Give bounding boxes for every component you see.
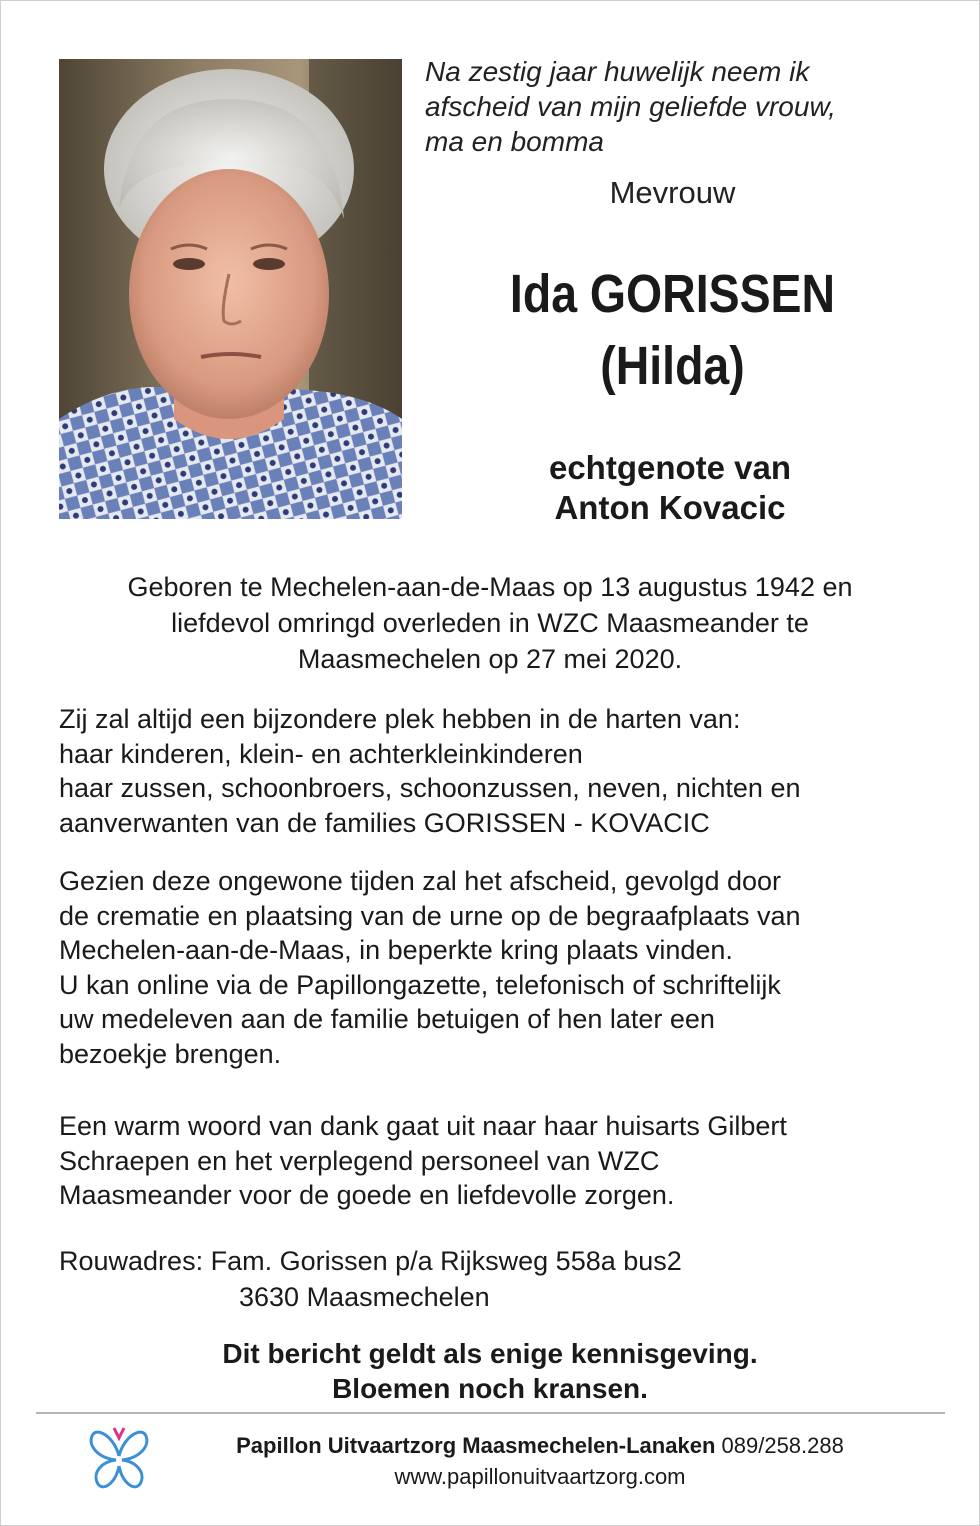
company-website[interactable]: www.papillonuitvaartzorg.com <box>394 1464 686 1489</box>
text-line: liefdevol omringd overleden in WZC Maasmeander te <box>171 608 809 638</box>
footer-divider <box>36 1412 945 1414</box>
quote-line: Na zestig jaar huwelijk neem ik <box>425 56 810 87</box>
text-line: Maasmeander voor de goede en liefdevolle zorgen. <box>59 1180 675 1210</box>
papillon-butterfly-icon <box>88 1422 150 1501</box>
text-line: U kan online via de Papillongazette, telefonisch of schriftelijk <box>59 969 781 1000</box>
quote-line: afscheid van mijn geliefde vrouw, <box>425 91 836 122</box>
text-line: aanverwanten van de families GORISSEN - KOVACIC <box>59 807 710 838</box>
portrait-illustration <box>59 59 402 519</box>
company-name: Papillon Uitvaartzorg Maasmechelen-Lanaken <box>236 1433 716 1458</box>
farewell-quote <box>425 54 945 159</box>
name-line: Ida GORISSEN <box>509 264 836 324</box>
address-city: 3630 Maasmechelen <box>239 1282 490 1312</box>
funeral-home-footer <box>160 1430 920 1492</box>
address-line: Rouwadres: Fam. Gorissen p/a Rijksweg 558a bus2 <box>59 1246 682 1276</box>
text-line: haar kinderen, klein- en achterkleinkinderen <box>59 738 583 769</box>
text-line: Schraepen en het verplegend personeel van WZC <box>59 1145 660 1176</box>
deceased-name <box>477 258 868 402</box>
nickname-line: (Hilda) <box>600 336 745 396</box>
spouse-name: Anton Kovacic <box>554 489 786 526</box>
ceremony-paragraph <box>59 864 939 1071</box>
text-line: bezoekje brengen. <box>59 1038 282 1069</box>
spouse-relation: echtgenote van <box>548 449 792 486</box>
salutation: Mevrouw <box>609 175 736 210</box>
thanks-paragraph <box>59 1109 939 1213</box>
notice-text <box>0 1336 980 1406</box>
notice-line: Dit bericht geldt als enige kennisgeving. <box>222 1338 758 1369</box>
portrait-photo <box>59 59 402 519</box>
text-line: Mechelen-aan-de-Maas, in beperkte kring plaats vinden. <box>59 935 733 965</box>
text-line: Maasmechelen op 27 mei 2020. <box>297 644 683 674</box>
mourning-address <box>59 1243 682 1315</box>
quote-line: ma en bomma <box>425 126 604 157</box>
birth-death-text <box>30 569 950 677</box>
text-line: haar zussen, schoonbroers, schoonzussen, neven, nichten en <box>59 773 801 803</box>
text-line: Gezien deze ongewone tijden zal het afscheid, gevolgd door <box>59 866 781 896</box>
notice-line: Bloemen noch kransen. <box>332 1373 648 1404</box>
company-phone: 089/258.288 <box>721 1433 844 1458</box>
text-line: de crematie en plaatsing van de urne op de begraafplaats van <box>59 900 801 931</box>
spouse-info <box>470 448 870 528</box>
text-line: Zij zal altijd een bijzondere plek hebben in de harten van: <box>59 704 741 734</box>
text-line: uw medeleven aan de familie betuigen of hen later een <box>59 1004 715 1034</box>
text-line: Geboren te Mechelen-aan-de-Maas op 13 augustus 1942 en <box>127 572 853 602</box>
footer-contact <box>160 1430 920 1461</box>
text-line: Een warm woord van dank gaat uit naar haar huisarts Gilbert <box>59 1111 787 1141</box>
family-paragraph <box>59 702 939 840</box>
